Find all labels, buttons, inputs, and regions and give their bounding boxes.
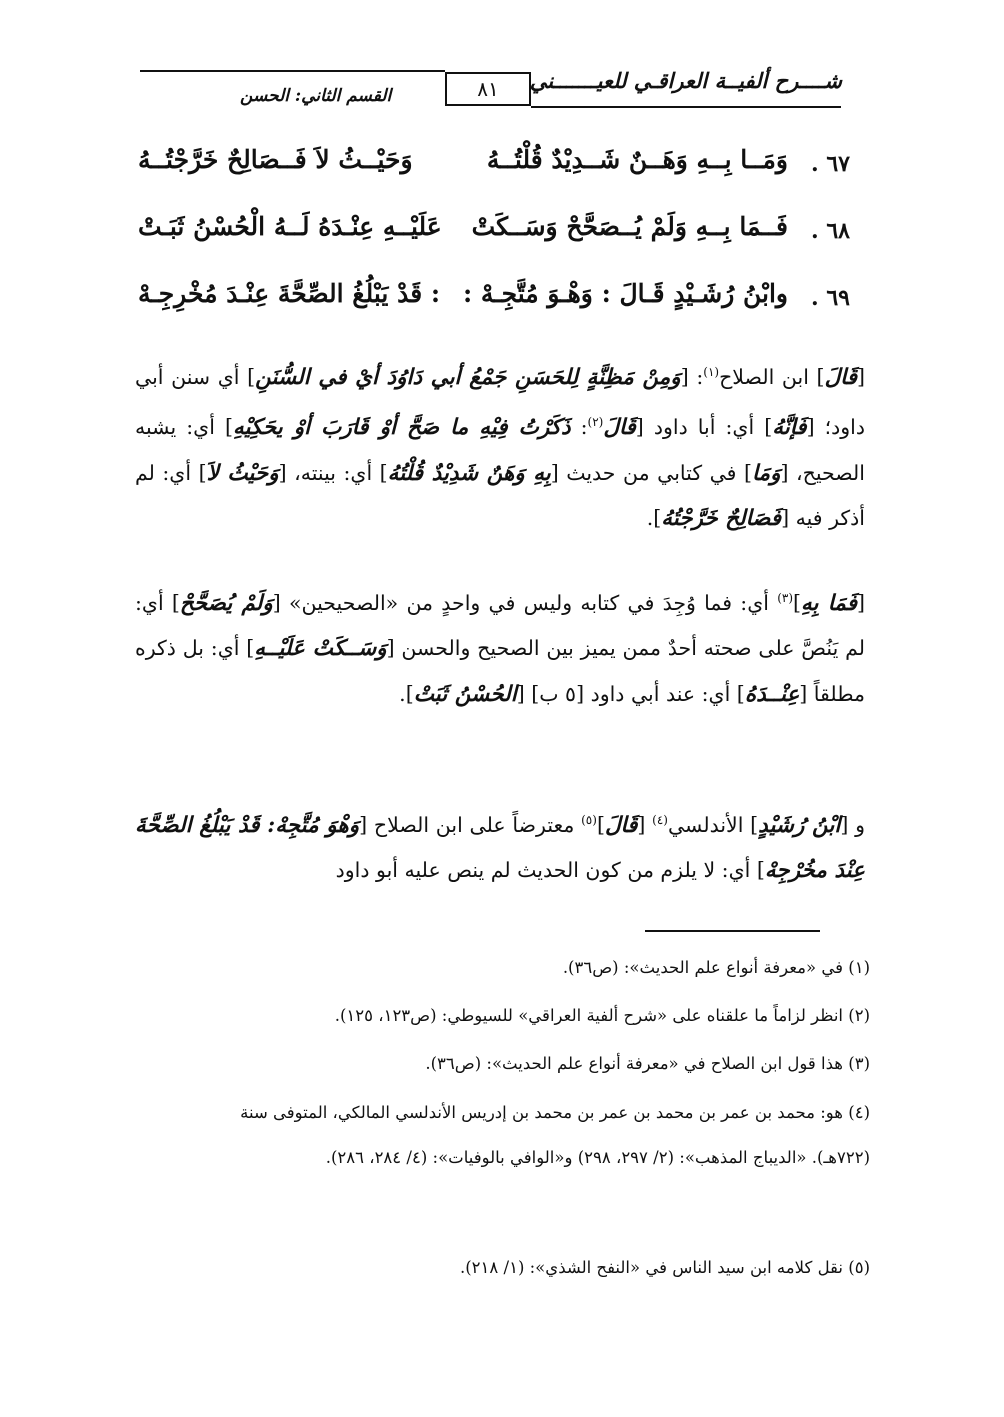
commentary-text: معترضاً على ابن الصلاح [ bbox=[359, 812, 582, 837]
verse-quote: وَحَيْثُ لاَ bbox=[206, 460, 279, 486]
page-number: ٨١ bbox=[445, 72, 531, 106]
footnote-ref: (٢) bbox=[587, 415, 604, 430]
verse-quote: وَمَا bbox=[752, 460, 781, 486]
verse-quote: ابْنُ رُشَيْدٍ bbox=[758, 812, 841, 838]
verse-row bbox=[130, 212, 850, 262]
verse-number: ٦٨ . bbox=[811, 218, 850, 244]
commentary-text: : bbox=[570, 415, 588, 440]
commentary-text: ] bbox=[793, 590, 802, 615]
footnote: (١) في «معرفة أنواع علم الحديث»: (ص٣٦). bbox=[562, 958, 870, 977]
footnote: (٤) هو: محمد بن عمر بن محمد بن عمر بن محمد بن إدريس الأندلسي المالكي، المتوفى سنة (٧٢٢هـ). «الديباج المذهب»: (٢/ ٢٩٧، ٢٩٨) و«الوافي بالوفيات»: (٤/ ٢٨٤، ٢٨٦). bbox=[240, 1103, 870, 1167]
verse-first-hemistich: وابْنُ رُشَـيْدٍ قَـالَ : وَهْـوَ مُتَّجِـهْ : bbox=[462, 279, 788, 308]
verse-quote: فَإنَّهُ bbox=[772, 415, 807, 441]
verse-quote: عِنْــدَهُ bbox=[744, 681, 800, 707]
verse-quote: قَالَ bbox=[604, 812, 638, 838]
commentary-text: ] أي: أبا داود [ bbox=[635, 415, 773, 440]
book-title: شــــرح ألفيــة العراقـي للعيـــــــني bbox=[529, 68, 842, 93]
commentary-text: ] ابن الصلاح bbox=[719, 364, 825, 389]
footnote: (٥) نقل كلامه ابن سيد الناس في «النفح الشذي»: (١/ ٢١٨). bbox=[459, 1258, 870, 1277]
commentary-text: ] أي: يشبه الصحيح، [ bbox=[135, 415, 865, 485]
verse-quote: بِهِ وَهَنٌ شَدِيْدٌ قُلْتُهُ bbox=[387, 460, 551, 486]
verse-row bbox=[130, 145, 850, 195]
footnote-separator bbox=[645, 930, 820, 932]
commentary-text: ]. bbox=[646, 506, 662, 531]
verse-row bbox=[130, 279, 850, 329]
verse-quote: فَمَا بِهِ bbox=[801, 590, 857, 616]
commentary-text: ] الأندلسي bbox=[667, 812, 759, 837]
section-title: القسم الثاني: الحسن bbox=[240, 86, 392, 106]
verse-second-hemistich: وَحَيْــثُ لاَ فَــصَالِحٌ خَرَّجْتُــهُ bbox=[138, 145, 413, 174]
commentary-text: ] أي سنن أبي داود؛ [ bbox=[135, 364, 865, 440]
commentary-text: ] bbox=[596, 812, 605, 837]
footnote: (٣) هذا قول ابن الصلاح في «معرفة أنواع علم الحديث»: (ص٣٦). bbox=[425, 1054, 870, 1073]
verse-quote: وَهْوَ مُتَّجِهْ: قَدْ يَبْلُغُ الصِّحَّةَ عِنْدَ مخُرْجِهْ bbox=[135, 812, 865, 884]
verse-quote: الحُسْنُ ثَبَتْ bbox=[413, 681, 517, 707]
verse-quote: ذَكَرْتُ فِيْهِ ما صَحَّ أوْ قَارَبَ أوْ يحَكِيْهِ bbox=[232, 415, 571, 441]
commentary-text: و [ bbox=[840, 812, 865, 837]
header-rule-left bbox=[140, 70, 445, 72]
commentary-paragraph bbox=[135, 798, 865, 894]
footnote-ref: (٥) bbox=[581, 813, 597, 827]
commentary-paragraph bbox=[135, 350, 865, 542]
verse-number: ٦٧ . bbox=[811, 151, 850, 177]
commentary-text: [ bbox=[857, 590, 865, 615]
commentary-text: ] أي: لا يلزم من كون الحديث لم ينص عليه أبو داود bbox=[335, 858, 765, 883]
commentary-text: ] أي: بل ذكره مطلقاً [ bbox=[135, 636, 865, 706]
footnote-ref: (١) bbox=[703, 365, 720, 379]
verse-number: ٦٩ . bbox=[811, 285, 850, 311]
verse-quote: وَسَــكَتْ عَلَيْــهِ bbox=[254, 636, 387, 662]
verse-quote: قَالَ bbox=[603, 415, 636, 441]
verse-first-hemistich: وَمَــا بِــهِ وَهَــنٌ شَــدِيْدٌ قُلْتُــهُ bbox=[486, 145, 788, 174]
commentary-text: ]. bbox=[399, 681, 414, 706]
commentary-text: ] أي: لم يَنُصَّ على صحته أحدٌ ممن يميز بين الصحيح والحسن [ bbox=[135, 590, 865, 661]
commentary-text: ] أي: لم أذكر فيه [ bbox=[135, 460, 865, 531]
commentary-text: ] في كتابي من حديث [ bbox=[550, 460, 752, 485]
footnote-ref: (٣) bbox=[777, 591, 794, 605]
commentary-text: أي: فما وُجِدَ في كتابه وليس في واحدٍ من «الصحيحين» [ bbox=[272, 590, 778, 615]
verse-quote: قَالَ bbox=[824, 364, 858, 390]
commentary-text: [ bbox=[857, 364, 866, 389]
header-rule-right bbox=[531, 106, 841, 108]
verse-quote: وَلَمْ يُصَحَّحْ bbox=[179, 590, 273, 616]
commentary-text: : [ bbox=[680, 364, 704, 389]
verse-second-hemistich: عَلَيْــهِ عِنْـدَهُ لَــهُ الْحُسْنُ ثَبَـتْ bbox=[138, 212, 442, 241]
footnote: (٢) انظر لزاماً ما علقناه على «شرح ألفية العراقي» للسيوطي: (ص١٢٣، ١٢٥). bbox=[334, 1006, 870, 1025]
commentary-text: ] أي: بينته، [ bbox=[278, 460, 388, 485]
commentary-paragraph bbox=[135, 576, 865, 717]
verse-second-hemistich: : قَدْ يَبْلُغُ الصِّحَّةَ عِنْـدَ مُخْرِجِـهْ bbox=[138, 279, 441, 308]
verse-first-hemistich: فَــمَا بِــهِ وَلَمْ يُــصَحَّحْ وَسَــكَتْ bbox=[471, 212, 788, 241]
verse-quote: فَصَالِحٌ خَرَّجْتُهُ bbox=[661, 506, 782, 532]
commentary-text: [ bbox=[637, 812, 653, 837]
commentary-text: ] أي: عند أبي داود [٥ ب] [ bbox=[516, 681, 745, 706]
footnote-ref: (٤) bbox=[652, 813, 668, 827]
verse-quote: وَمِنْ مَظِنَّةٍ لِلحَسَنِ جَمْعُ أبي دَاوُدَ أيْ في السُّنَنِ bbox=[255, 364, 681, 390]
